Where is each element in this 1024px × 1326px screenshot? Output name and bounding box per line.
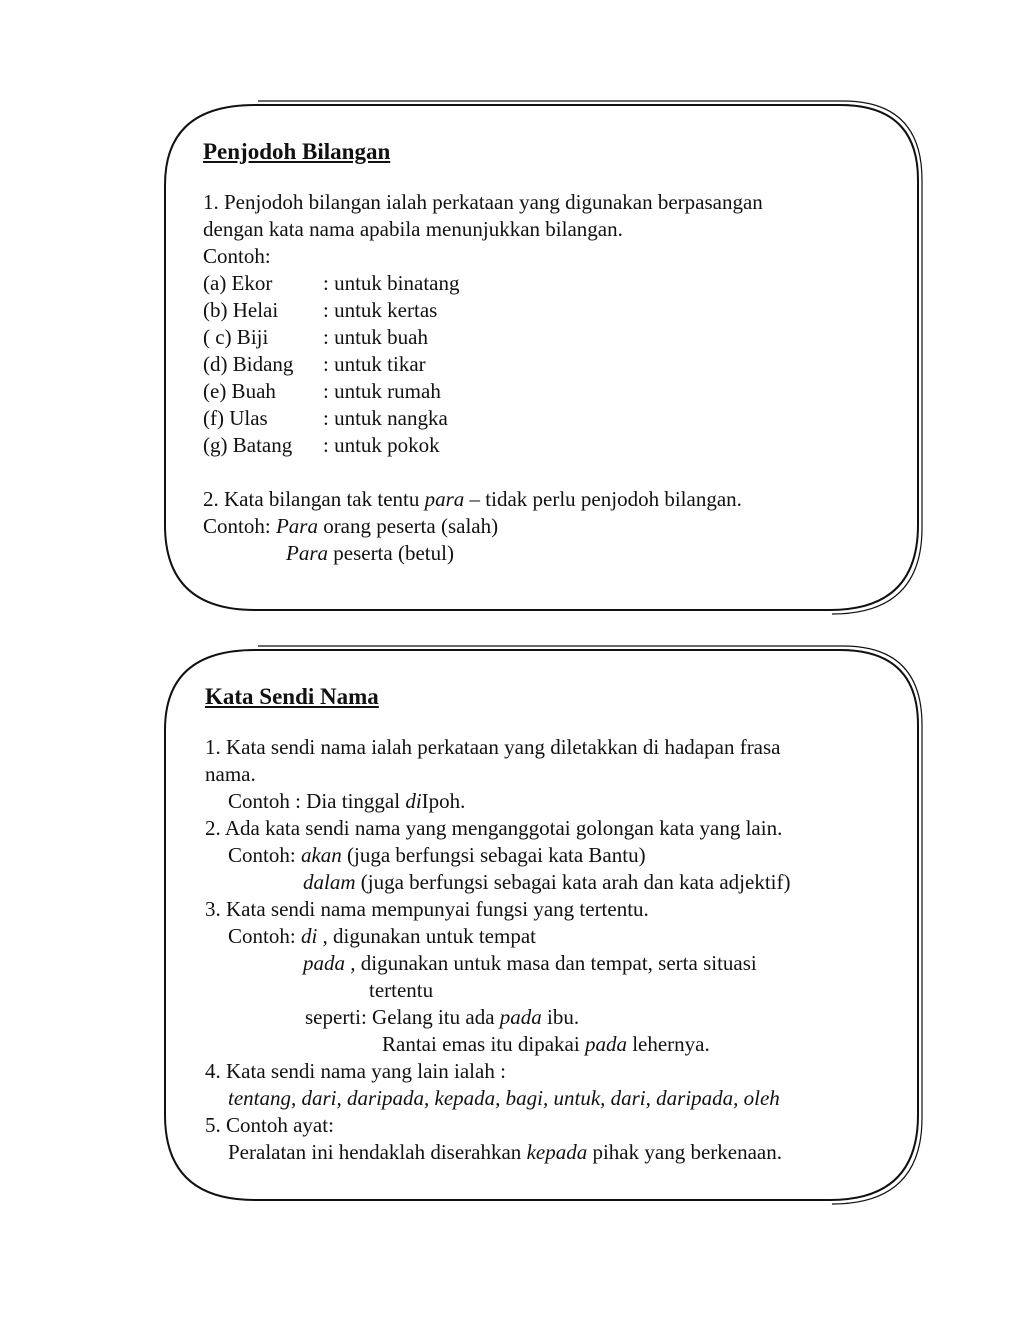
card1-contoh-label: Contoh: (203, 244, 271, 268)
card1-contoh2 (203, 513, 763, 540)
card-penjodoh-bilangan (203, 137, 763, 567)
card2-line: 5. Contoh ayat: (205, 1113, 334, 1137)
example-row (203, 378, 763, 405)
example-row (203, 270, 763, 297)
card2-line: 3. Kata sendi nama mempunyai fungsi yang tertentu. (205, 897, 649, 921)
card2-line (205, 1004, 790, 1031)
text: orang peserta (salah) (317, 514, 499, 538)
emphasis: akan (300, 843, 342, 867)
emphasis: dalam (303, 870, 356, 894)
text: seperti: Gelang itu ada (305, 1005, 500, 1029)
emphasis: tentang, dari, daripada, kepada, bagi, untuk, dari, daripada, oleh (228, 1086, 780, 1110)
example-label: (a) Ekor (203, 271, 273, 295)
text: digunakan untuk masa dan tempat, serta situasi (355, 951, 757, 975)
card1-title: Penjodoh Bilangan (203, 139, 391, 164)
text: Peralatan ini hendaklah diserahkan (228, 1140, 527, 1164)
text: Contoh: (203, 514, 276, 538)
emphasis: pada (584, 1032, 627, 1056)
emphasis: di , (300, 924, 328, 948)
example-use: : untuk buah (323, 325, 428, 349)
text: Contoh: (228, 843, 301, 867)
example-use: : untuk nangka (323, 406, 448, 430)
example-row (203, 405, 763, 432)
emphasis: pada (499, 1005, 542, 1029)
example-row (203, 297, 763, 324)
example-use: : untuk pokok (323, 433, 440, 457)
text: 2. Kata bilangan tak tentu (203, 487, 425, 511)
text: peserta (betul) (328, 541, 454, 565)
card2-line: nama. (205, 762, 256, 786)
emphasis: Para (275, 514, 318, 538)
text: Contoh : Dia tinggal (228, 789, 406, 813)
card-kata-sendi-nama (205, 682, 790, 1166)
card2-line (205, 1085, 790, 1112)
emphasis: di (405, 789, 422, 813)
emphasis: pada , (303, 951, 356, 975)
card2-line (205, 1139, 790, 1166)
card2-line (205, 950, 790, 977)
card2-line: 1. Kata sendi nama ialah perkataan yang diletakkan di hadapan frasa (205, 735, 781, 759)
text: Rantai emas itu dipakai (382, 1032, 585, 1056)
text: digunakan untuk tempat (327, 924, 536, 948)
example-use: : untuk binatang (323, 271, 460, 295)
card2-line (205, 842, 790, 869)
example-label: (g) Batang (203, 433, 293, 457)
example-row (203, 432, 763, 459)
text: (juga berfungsi sebagai kata arah dan kata adjektif) (355, 870, 791, 894)
example-label: (e) Buah (203, 379, 276, 403)
example-use: : untuk tikar (323, 352, 426, 376)
example-use: : untuk rumah (323, 379, 441, 403)
emphasis: kepada (526, 1140, 588, 1164)
card2-line: tertentu (369, 978, 434, 1002)
example-label: ( c) Biji (203, 325, 269, 349)
card1-contoh3 (203, 540, 763, 567)
example-row (203, 324, 763, 351)
emphasis: Para (286, 541, 328, 565)
example-use: : untuk kertas (323, 298, 438, 322)
card1-para2 (203, 486, 763, 513)
text: Contoh: (228, 924, 301, 948)
text: – tidak perlu penjodoh bilangan. (464, 487, 742, 511)
card1-para1-line2: dengan kata nama apabila menunjukkan bilangan. (203, 217, 623, 241)
text: (juga berfungsi sebagai kata Bantu) (341, 843, 646, 867)
example-label: (b) Helai (203, 298, 279, 322)
text: ibu. (541, 1005, 580, 1029)
text: Ipoh. (421, 789, 466, 813)
example-row (203, 351, 763, 378)
example-label: (f) Ulas (203, 406, 268, 430)
card2-line: 2. Ada kata sendi nama yang menganggotai golongan kata yang lain. (205, 816, 783, 840)
card2-title: Kata Sendi Nama (205, 684, 379, 709)
card2-line (205, 1031, 790, 1058)
text: lehernya. (626, 1032, 710, 1056)
card2-line: 4. Kata sendi nama yang lain ialah : (205, 1059, 506, 1083)
examples-list (203, 270, 763, 459)
emphasis: para (424, 487, 465, 511)
card2-line (205, 923, 790, 950)
example-label: (d) Bidang (203, 352, 294, 376)
card2-line (205, 788, 790, 815)
card1-para1-line1: 1. Penjodoh bilangan ialah perkataan yang digunakan berpasangan (203, 190, 763, 214)
card2-line (205, 869, 790, 896)
text: pihak yang berkenaan. (587, 1140, 782, 1164)
